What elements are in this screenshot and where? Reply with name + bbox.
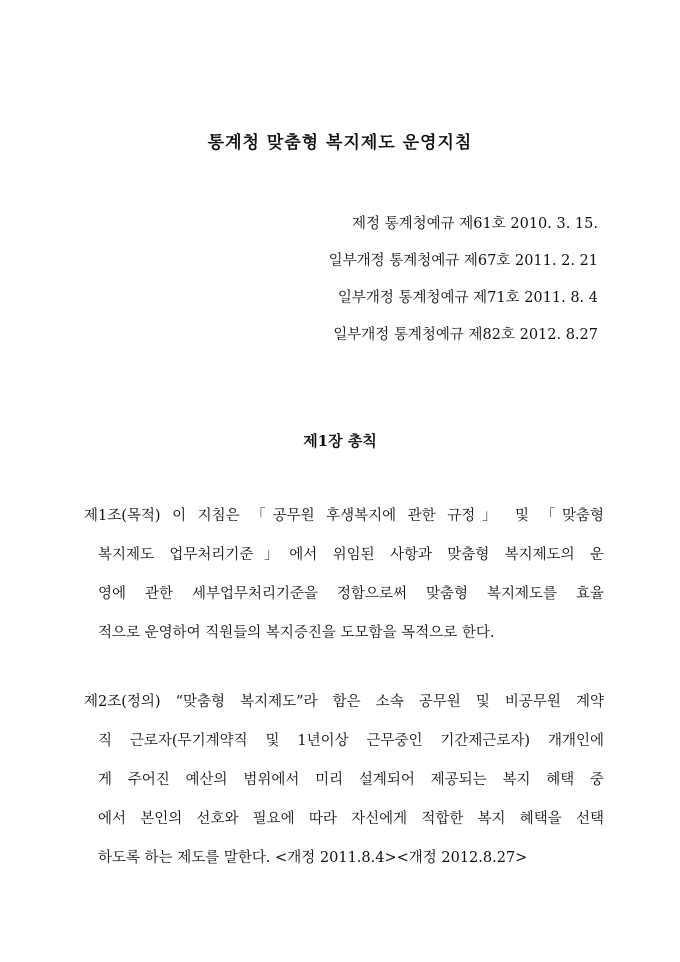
article-line: 영에 관한 세부업무처리기준을 정함으로써 맞춤형 복지제도를 효율 — [98, 586, 604, 602]
article-line: 적으로 운영하여 직원들의 복지증진을 도모함을 목적으로 한다. — [98, 625, 495, 641]
article-line: 게 주어진 예산의 범위에서 미리 설계되어 제공되는 복지 혜택 중 — [98, 772, 604, 788]
article-1-purpose — [84, 497, 604, 653]
article-line: 제2조(정의) “맞춤형 복지제도”라 함은 소속 공무원 및 비공무원 계약 — [84, 694, 604, 710]
revision-amendment-1: 일부개정 통계청예규 제67호 2011. 2. 21 — [328, 253, 598, 269]
revision-history — [329, 206, 598, 354]
document-title: 통계청 맞춤형 복지제도 운영지침 — [207, 133, 473, 153]
article-line: 직 근로자(무기계약직 및 1년이상 근무중인 기간제근로자) 개개인에 — [98, 733, 604, 749]
revision-amendment-2: 일부개정 통계청예규 제71호 2011. 8. 4 — [337, 290, 598, 306]
article-line: 복지제도 업무처리기준」에서 위임된 사항과 맞춤형 복지제도의 운 — [98, 547, 604, 563]
chapter-heading: 제1장 총칙 — [303, 432, 377, 450]
article-line: 에서 본인의 선호와 필요에 따라 자신에게 적합한 복지 혜택을 선택 — [98, 811, 604, 827]
article-line: 제1조(목적) 이 지침은 「공무원 후생복지에 관한 규정」 및 「맞춤형 — [84, 508, 604, 524]
revision-enactment: 제정 통계청예규 제61호 2010. 3. 15. — [352, 216, 598, 232]
article-line: 하도록 하는 제도를 말한다. <개정 2011.8.4><개정 2012.8.27> — [98, 850, 528, 866]
article-2-definition — [84, 683, 604, 878]
revision-amendment-3: 일부개정 통계청예규 제82호 2012. 8.27 — [333, 327, 598, 343]
